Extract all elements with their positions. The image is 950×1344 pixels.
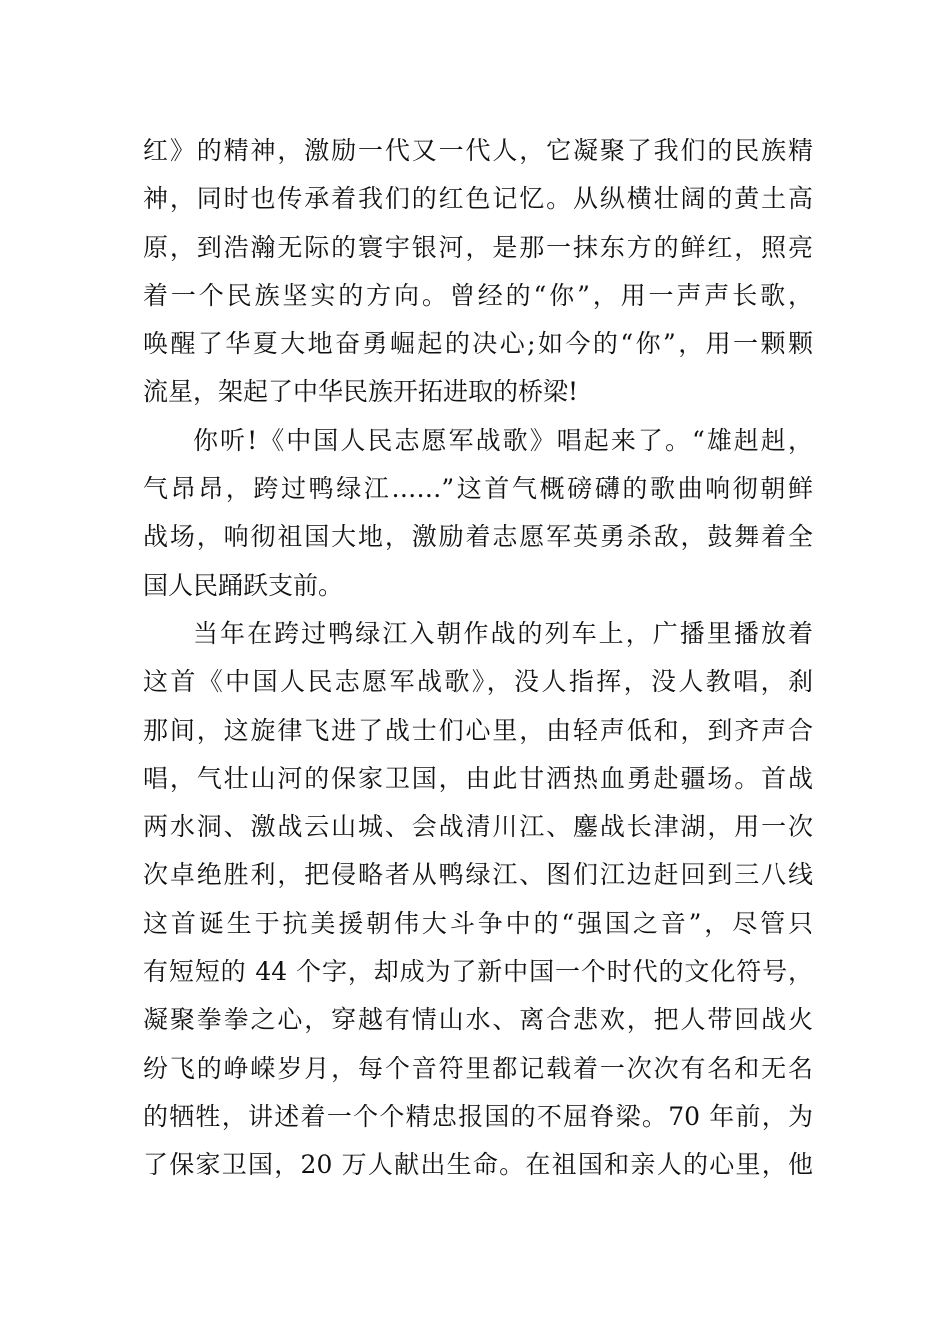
text-line: 次卓绝胜利，把侵略者从鸭绿江、图们江边赶回到三八线 <box>143 860 813 890</box>
text-line: 唤醒了华夏大地奋勇崛起的决心;如今的“你”，用一颗颗 <box>143 329 813 359</box>
text-line: 唱，气壮山河的保家卫国，由此甘洒热血勇赴疆场。首战 <box>143 763 813 793</box>
text-line: 这首诞生于抗美援朝伟大斗争中的“强国之音”，尽管只 <box>143 908 813 938</box>
text-line: 了保家卫国，20 万人献出生命。在祖国和亲人的心里，他 <box>143 1150 813 1180</box>
text-line: 气昂昂，跨过鸭绿江……”这首气概磅礴的歌曲响彻朝鲜 <box>143 474 813 504</box>
paragraph <box>143 610 813 1190</box>
text-line: 纷飞的峥嵘岁月，每个音符里都记载着一次次有名和无名 <box>143 1053 813 1083</box>
text-line: 原，到浩瀚无际的寰宇银河，是那一抹东方的鲜红，照亮 <box>143 232 813 262</box>
text-line: 那间，这旋律飞进了战士们心里，由轻声低和，到齐声合 <box>143 715 813 745</box>
text-line: 国人民踊跃支前。 <box>143 570 344 600</box>
text-line: 凝聚拳拳之心，穿越有情山水、离合悲欢，把人带回战火 <box>143 1005 813 1035</box>
text-line: 流星，架起了中华民族开拓进取的桥梁! <box>143 377 579 407</box>
text-line: 神，同时也传承着我们的红色记忆。从纵横壮阔的黄土高 <box>143 184 813 214</box>
text-line: 你听!《中国人民志愿军战歌》唱起来了。“雄赳赳， <box>193 425 813 455</box>
text-line: 着一个民族坚实的方向。曾经的“你”，用一声声长歌， <box>143 280 813 310</box>
paragraph <box>143 127 813 417</box>
document-body <box>143 127 813 1190</box>
text-line: 的牺牲，讲述着一个个精忠报国的不屈脊梁。70 年前，为 <box>143 1101 813 1131</box>
text-line: 战场，响彻祖国大地，激励着志愿军英勇杀敌，鼓舞着全 <box>143 522 813 552</box>
text-line: 当年在跨过鸭绿江入朝作战的列车上，广播里播放着 <box>193 618 813 648</box>
text-line: 红》的精神，激励一代又一代人，它凝聚了我们的民族精 <box>143 136 813 165</box>
text-line: 有短短的 44 个字，却成为了新中国一个时代的文化符号， <box>143 957 813 987</box>
paragraph <box>143 417 813 610</box>
text-line: 这首《中国人民志愿军战歌》，没人指挥，没人教唱，刹 <box>143 667 813 697</box>
text-line: 两水洞、激战云山城、会战清川江、鏖战长津湖，用一次 <box>143 812 813 842</box>
